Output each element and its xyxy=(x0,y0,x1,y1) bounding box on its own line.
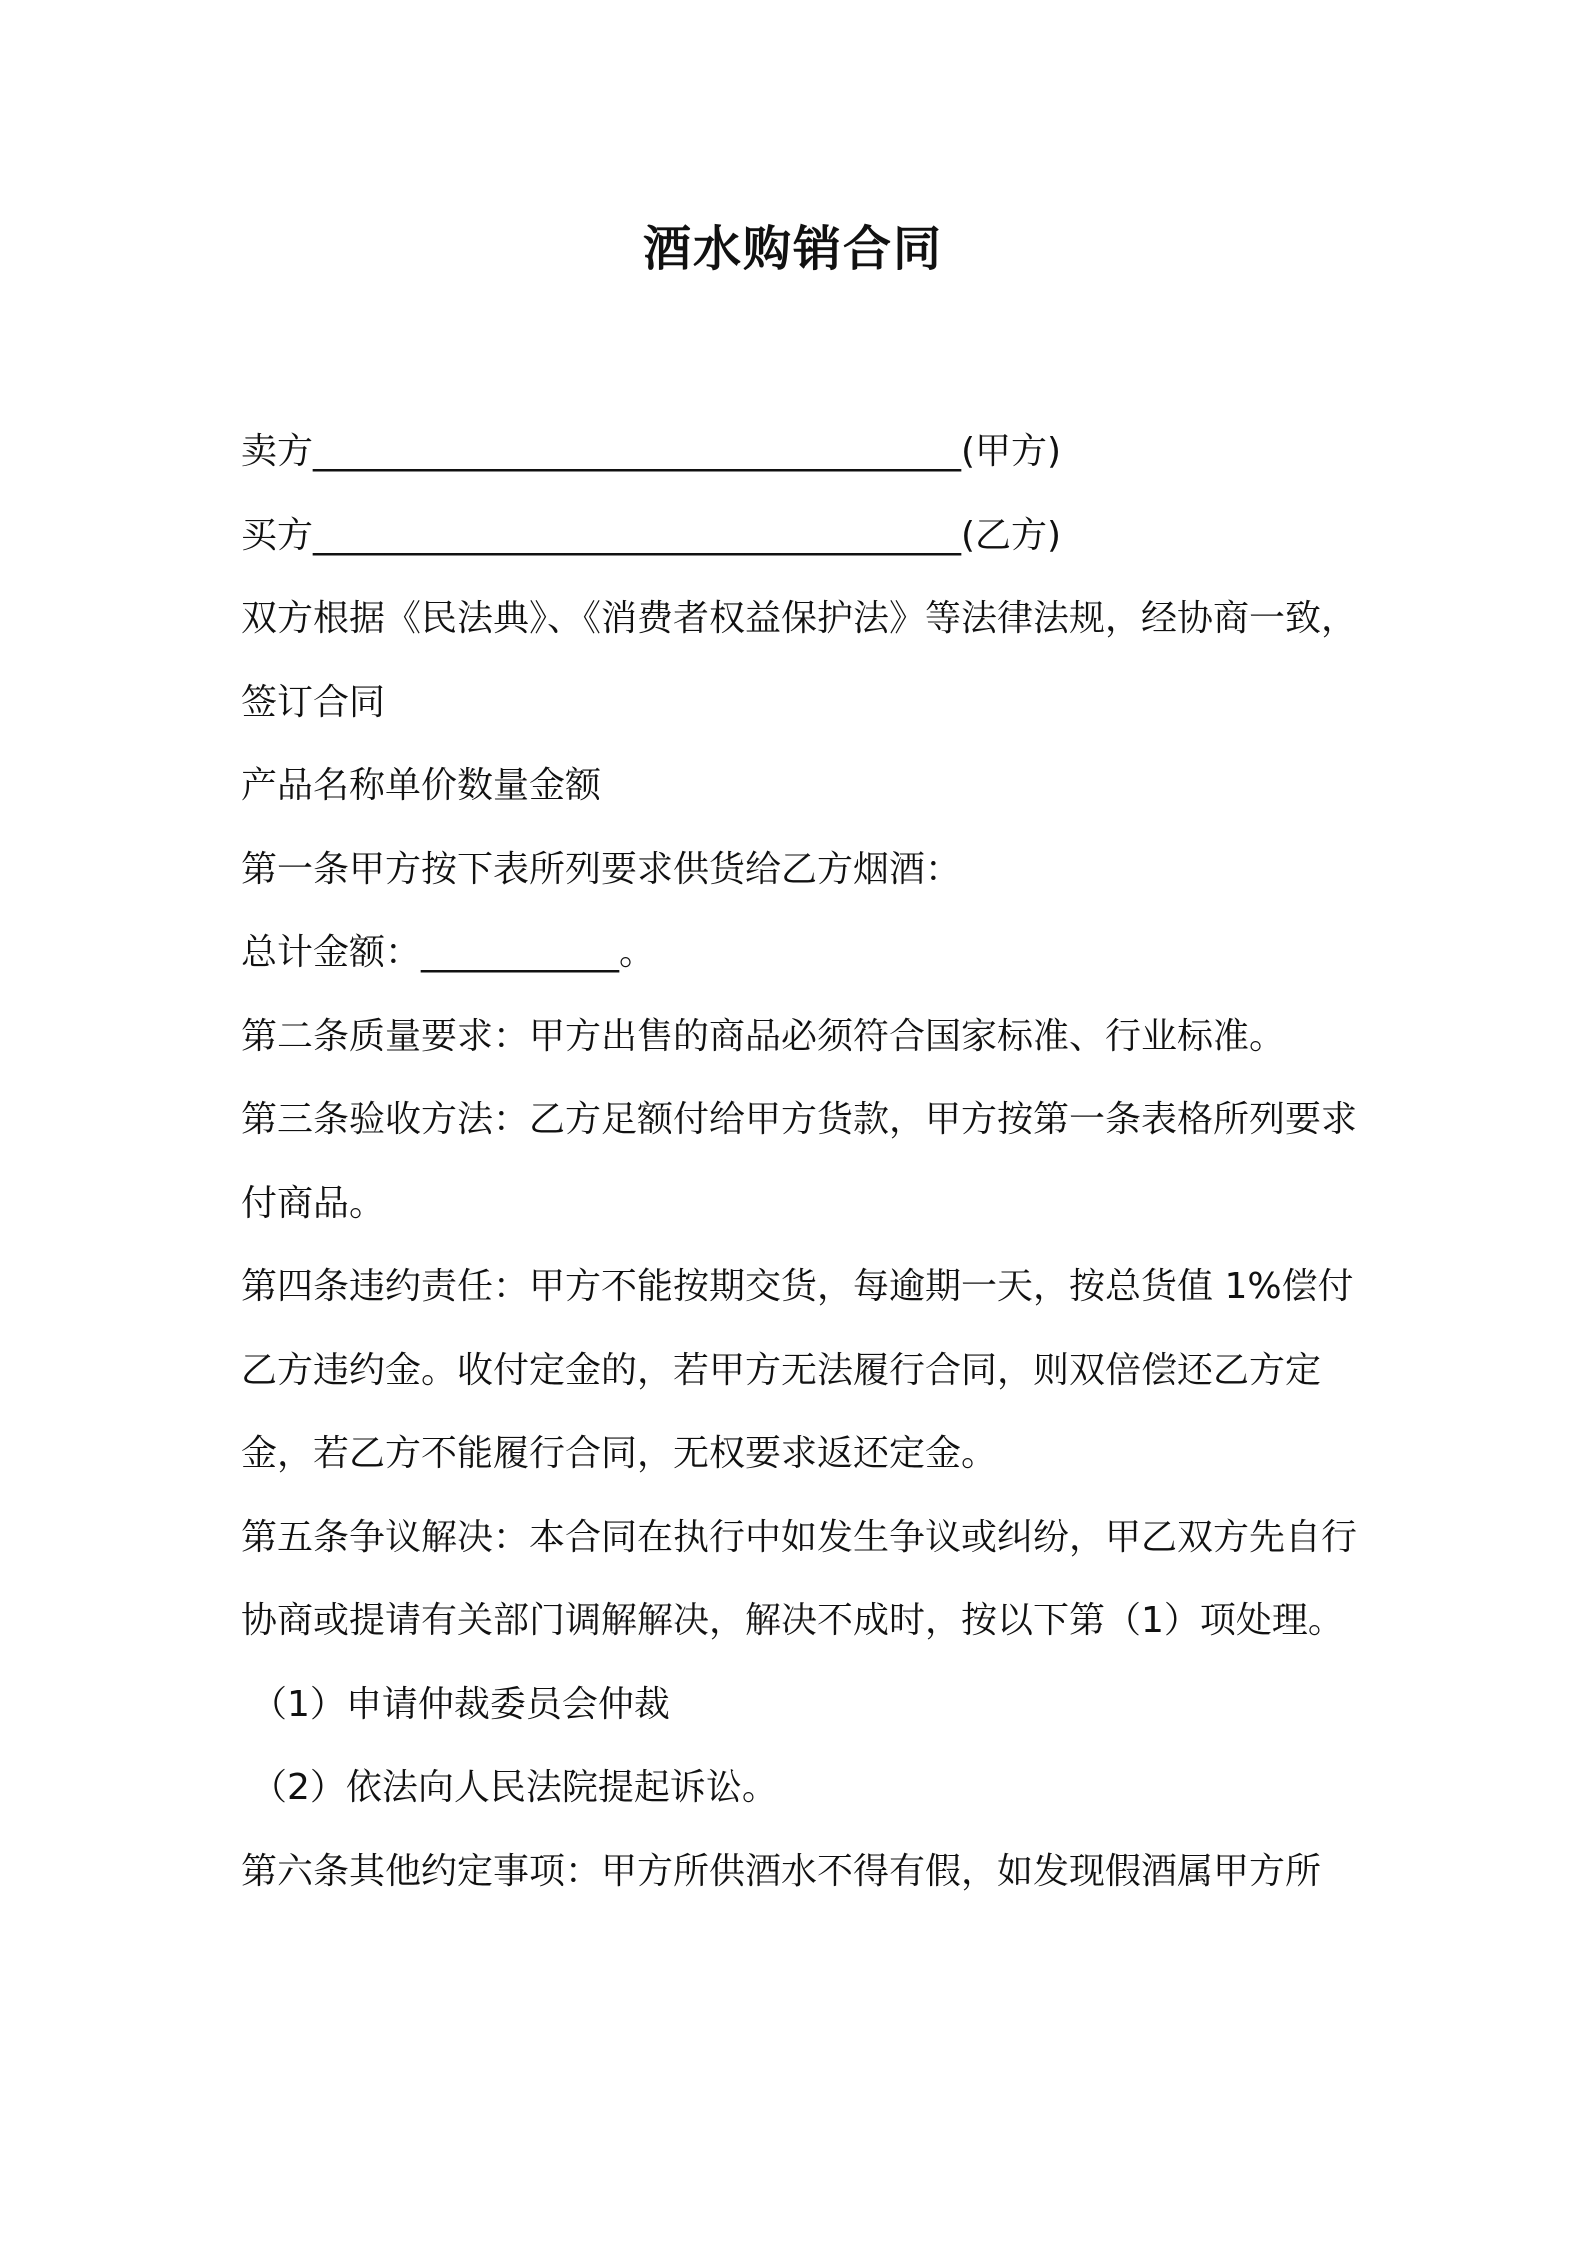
option-1: （1）申请仲裁委员会仲裁 xyxy=(251,1683,670,1725)
article-5: 第五条争议解决：本合同在执行中如发生争议或纠纷，甲乙双方先自行协商或提请有关部门调解解决，解决不成时，按以下第（1）项处理。 xyxy=(241,1516,1358,1641)
article-4: 第四条违约责任：甲方不能按期交货，每逾期一天，按总货值 1%偿付乙方违约金。收付定金的，若甲方无法履行合同，则双倍偿还乙方定金，若乙方不能履行合同，无权要求返还定金。 xyxy=(241,1266,1354,1474)
preamble-paragraph: 双方根据《民法典》、《消费者权益保护法》等法律法规，经协商一致，签订合同 xyxy=(241,598,1358,723)
buyer-line: 买方____________________________________(乙方) xyxy=(241,514,1062,556)
option-2: （2）依法向人民法院提起诉讼。 xyxy=(251,1767,778,1808)
article-6: 第六条其他约定事项：甲方所供酒水不得有假，如发现假酒属甲方所 xyxy=(241,1850,1322,1892)
contract-body xyxy=(241,410,1361,1913)
article-2: 第二条质量要求：甲方出售的商品必须符合国家标准、行业标准。 xyxy=(241,1015,1286,1057)
seller-line: 卖方____________________________________(甲方) xyxy=(241,431,1062,472)
document-title: 酒水购销合同 xyxy=(642,221,943,277)
article-3: 第三条验收方法：乙方足额付给甲方货款，甲方按第一条表格所列要求付商品。 xyxy=(241,1099,1358,1224)
article-1: 第一条甲方按下表所列要求供货给乙方烟酒： xyxy=(241,848,962,890)
product-header-line: 产品名称单价数量金额 xyxy=(241,765,602,806)
total-amount-line: 总计金额：___________。 xyxy=(241,932,656,973)
